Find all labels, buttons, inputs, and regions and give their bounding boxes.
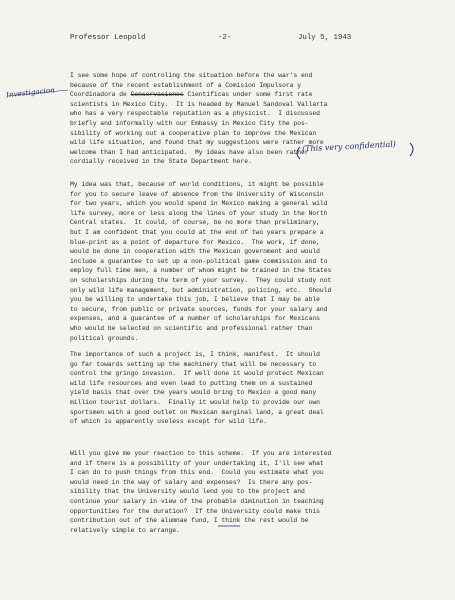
handwritten-confidential-note: (This very confidential): [301, 139, 397, 154]
paragraph-4: [70, 449, 420, 535]
text-line: sibility of working out a cooperative plan to improve the Mexican: [70, 129, 317, 137]
text-line: of which is apparently useless except for wild life.: [70, 418, 267, 426]
text-line: sportsmen with a good outlet on Mexican marginal land, a great deal: [70, 408, 324, 416]
text-line: cordially received in the State Department here.: [70, 158, 252, 166]
text-line: opportunities for the duration? If the University could make this: [70, 507, 320, 515]
text-line: political grounds.: [70, 334, 139, 342]
text-line: The importance of such a project is, I think, manifest. It should: [70, 351, 320, 358]
text-line: blue-print as a point of departure for Mexico. The work, if done,: [70, 238, 320, 246]
text-line: I can do to push things from this end. Could you estimate what you: [70, 469, 324, 477]
page-number: -2-: [218, 34, 232, 42]
text-line: sibility that the University would lend you to the project and: [70, 488, 305, 496]
text-line: relatively simple to arrange.: [70, 526, 180, 534]
text-line: you be willing to undertake this job, I believe that I may be able: [70, 296, 320, 304]
paragraph-1: [70, 71, 420, 167]
text-line: welcome than I had anticipated. My ideas have also been rather: [70, 148, 309, 156]
text-line: but I am confident that you could at the end of two years prepare a: [70, 228, 324, 236]
text-line: wild life resources and even lead to putting them on a sustained: [70, 379, 313, 387]
recipient-name: Professor Leopold: [70, 34, 146, 42]
text-line: continue your salary in view of the probable diminution in teaching: [70, 497, 324, 505]
letter-header: [70, 34, 415, 46]
text-line: briefly and informally with our Embassy in Mexico City the pos-: [70, 119, 309, 127]
text-line: on scholarships during the term of your survey. They could study not: [70, 276, 332, 284]
letter-date: July 5, 1943: [298, 34, 352, 42]
text-line: I see some hope of controling the situation before the war's end: [70, 72, 313, 79]
text-line: million tourist dollars. Finally it would help to provide our own: [70, 398, 320, 406]
text-line: Will you give me your reaction to this scheme. If you are interested: [70, 450, 332, 457]
text-line: would be done in cooperation with the Mexican government and would: [70, 248, 320, 256]
text-line: would need in the way of salary and expenses? Is there any pos-: [70, 478, 313, 486]
text-line: go far towards setting up the machinery that will be necessary to: [70, 360, 317, 368]
text-line: life survey, more or less along the lines of your study in the North: [70, 209, 328, 217]
paragraph-3: [70, 350, 420, 427]
text-line: only wild life management, but administration, policing, etc. Should: [70, 286, 332, 294]
text-line: for two years, which you would spend in Mexico making a general wild: [70, 200, 328, 208]
text-line: wild life situation, and found that my suggestions were rather more: [70, 139, 324, 147]
text-line: employ full time men, a number of whom might be trained in the States: [70, 267, 332, 275]
text-line: and if there is a possibility of your undertaking it, I'll see what: [70, 459, 324, 467]
text-line: who would be selected on scientific and professional rather than: [70, 324, 313, 332]
text-line: My idea was that, because of world conditions, it might be possible: [70, 181, 324, 188]
margin-handwritten-note: Investigacion: [5, 85, 56, 100]
text-line: Central states. It could, of course, be no more than preliminary,: [70, 219, 320, 227]
paragraph-2: [70, 180, 420, 343]
text-line: for you to secure leave of absence from the University of Wisconsin: [70, 190, 324, 198]
text-line: include a guarantee to set up a non-political game commission and to: [70, 257, 328, 265]
text-line: contribution out of the alumnae fund, I think the rest would be: [70, 517, 309, 525]
text-line: control the gringo invasion. If well done it would protect Mexican: [70, 370, 324, 378]
text-line: expenses, and a guarantee of a number of scholarships for Mexicans: [70, 315, 320, 323]
text-line: to secure, from public or private sources, funds for your salary and: [70, 305, 328, 313]
text-line: who has a very respectable reputation as a physicist. I discussed: [70, 110, 320, 118]
text-line-with-strikethrough: Coordinadora de Conservaciones Cientificas under some first rate: [70, 91, 313, 99]
text-line: because of the recent establishment of a Comision Impulsora y: [70, 81, 301, 89]
text-line: scientists in Mexico City. It is headed by Manuel Sandoval Vallarta: [70, 100, 328, 108]
text-line: yield basis that over the years would bring to Mexico a good many: [70, 389, 317, 397]
